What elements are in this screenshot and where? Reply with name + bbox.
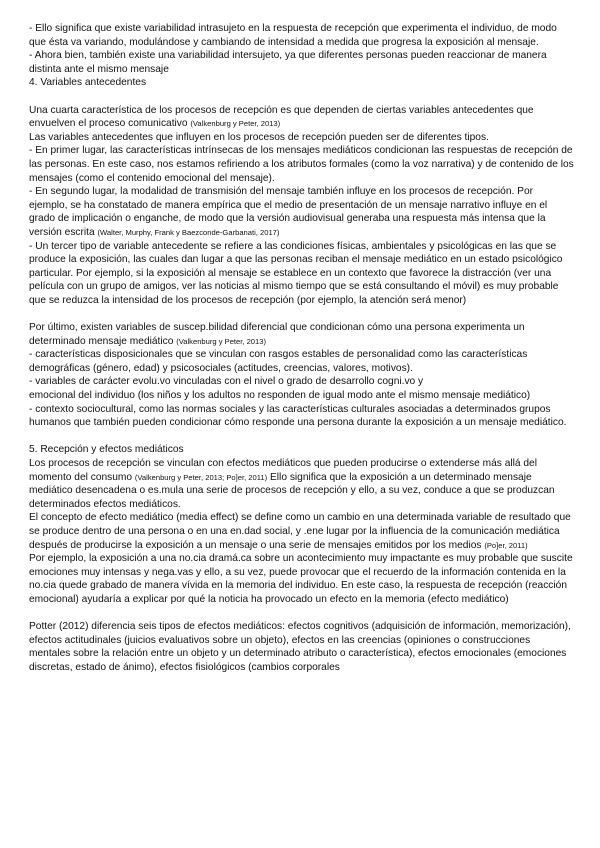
- paragraph: [29, 457, 574, 511]
- paragraph: [29, 348, 574, 375]
- citation: (Walter, Murphy, Frank y Baezconde-Garbanati, 2017): [97, 227, 280, 237]
- paragraph-text: Ello significa que la exposición a un determinado mensaje mediático desencadena o es.mula una serie de procesos de recepción y ello, a su vez, conduce a que se produzcan determinados efectos mediáticos.: [29, 471, 555, 510]
- paragraph: [29, 240, 574, 308]
- paragraph-text: - Ahora bien, también existe una variabilidad intersujeto, ya que diferentes personas pueden reaccionar de manera distinta ante el mismo mensaje: [29, 50, 547, 75]
- paragraph-text: - En primer lugar, las características intrínsecas de los mensajes mediáticos condicionan las respuestas de recepción de las personas. En este caso, nos estamos refiriendo a los atributos formales (como la voz narrativa) y de contenido de los mensajes (como el contenido emocional del mensaje).: [29, 145, 574, 184]
- paragraph: [29, 403, 574, 430]
- paragraph-text: 4. Variables antecedentes: [29, 77, 147, 89]
- paragraph-text: Por último, existen variables de suscep.bilidad diferencial que condicionan cómo una persona experimenta un determinado mensaje mediático: [29, 322, 525, 347]
- citation: (Po]er, 2011): [484, 540, 528, 550]
- paragraph-text: El concepto de efecto mediático (media effect) se define como un cambio en una determinada variable de resultado que se produce dentro de una persona o en una en.dad social, y .ene lugar por la influencia de la comunicación mediática después de producirse la exposición a un mensaje o una serie de mensajes emitidos por los medios: [29, 512, 571, 551]
- paragraph: [29, 620, 574, 674]
- document-body: [29, 22, 574, 675]
- citation: (Valkenburg y Peter, 2013): [190, 119, 281, 129]
- paragraph-text: Las variables antecedentes que influyen en los procesos de recepción pueden ser de diferentes tipos.: [29, 131, 489, 143]
- paragraph-text: - Un tercer tipo de variable antecedente se refiere a las condiciones físicas, ambientales y psicológicas en las que se produce la exposición, las cuales dan lugar a que las personas reciban el mensaje mediático en un estado psicológico particular. Por ejemplo, si la exposición al mensaje se establece en un contexto que favorece la distracción (ver una película con un grupo de amigos, ver las noticias al mismo tiempo que se está consultando el móvil) es muy probable que se reduzca la intensidad de los procesos de recepción (por ejemplo, la atención será menor): [29, 240, 563, 306]
- paragraph: [29, 389, 574, 403]
- paragraph: [29, 49, 574, 76]
- paragraph: [29, 443, 574, 457]
- paragraph-text: Los procesos de recepción se vinculan con efectos mediáticos que pueden producirse o extenderse más allá del momento del consumo: [29, 458, 537, 483]
- paragraph-gap: [29, 430, 574, 444]
- paragraph-gap: [29, 607, 574, 621]
- paragraph-text: - Ello significa que existe variabilidad intrasujeto en la respuesta de recepción que experimenta el individuo, de modo que ésta va variando, modulándose y cambiando de intensidad a medida que progresa la exposición al mensaje.: [29, 23, 557, 48]
- paragraph: [29, 131, 574, 145]
- paragraph: [29, 321, 574, 348]
- paragraph-text: emocional del individuo (los niños y los adultos no responden de igual modo ante el mismo mensaje mediático): [29, 390, 531, 402]
- paragraph: [29, 552, 574, 606]
- citation: (Valkenburg y Peter, 2013; Po]er, 2011): [134, 472, 268, 482]
- paragraph: [29, 185, 574, 239]
- paragraph-text: - variables de carácter evolu.vo vinculadas con el nivel o grado de desarrollo cogni.vo y: [29, 376, 424, 388]
- paragraph-text: - En segundo lugar, la modalidad de transmisión del mensaje también influye en los procesos de recepción. Por ejemplo, se ha constatado de manera empírica que el medio de presentación de un mensaje narrativo influye en el grado de implicación o enganche, de modo que la versión audiovisual generaba una respuesta más intensa que la versión escrita: [29, 186, 548, 238]
- paragraph-text: Una cuarta característica de los procesos de recepción es que dependen de ciertas variables antecedentes que envuelven el proceso comunicativo: [29, 104, 534, 130]
- paragraph-text: - características disposicionales que se vinculan con rasgos estables de personalidad como las características demográficas (género, edad) y psicosociales (actitudes, creencias, valores, motivos).: [29, 349, 528, 374]
- paragraph-gap: [29, 90, 574, 104]
- paragraph: [29, 144, 574, 185]
- paragraph-text: Potter (2012) diferencia seis tipos de efectos mediáticos: efectos cognitivos (adquisición de información, memorización), efectos actitudinales (juicios evaluativos sobre un objeto), efectos en las creencias (opiniones o construcciones mentales sobre la relación entre un objeto y un determinado atributo o característica), efectos emocionales (emociones discretas, estado de ánimo), efectos fisiológicos (cambios corporales: [29, 621, 571, 673]
- paragraph: [29, 511, 574, 552]
- citation: (Valkenburg y Peter, 2013): [176, 336, 267, 346]
- paragraph-text: 5. Recepción y efectos mediáticos: [29, 444, 184, 456]
- paragraph-gap: [29, 307, 574, 321]
- paragraph-text: - contexto sociocultural, como las normas sociales y las características culturales asociadas a determinados grupos humanos que también pueden condicionar cómo responde una persona durante la exposición a un mensaje mediático.: [29, 403, 567, 429]
- paragraph: [29, 76, 574, 90]
- paragraph: [29, 104, 574, 131]
- paragraph: [29, 375, 574, 389]
- paragraph: [29, 22, 574, 49]
- paragraph-text: Por ejemplo, la exposición a una no.cia dramá.ca sobre un acontecimiento muy impactante es muy probable que suscite emociones muy intensas y nega.vas y ello, a su vez, puede provocar que el recuerdo de la información contenida en la no.cia quede grabado de manera vívida en la memoria del individuo. En este caso, la respuesta de recepción (reacción emocional) ayudaría a explicar por qué la noticia ha provocado un efecto en la memoria (efecto mediático): [29, 553, 573, 605]
